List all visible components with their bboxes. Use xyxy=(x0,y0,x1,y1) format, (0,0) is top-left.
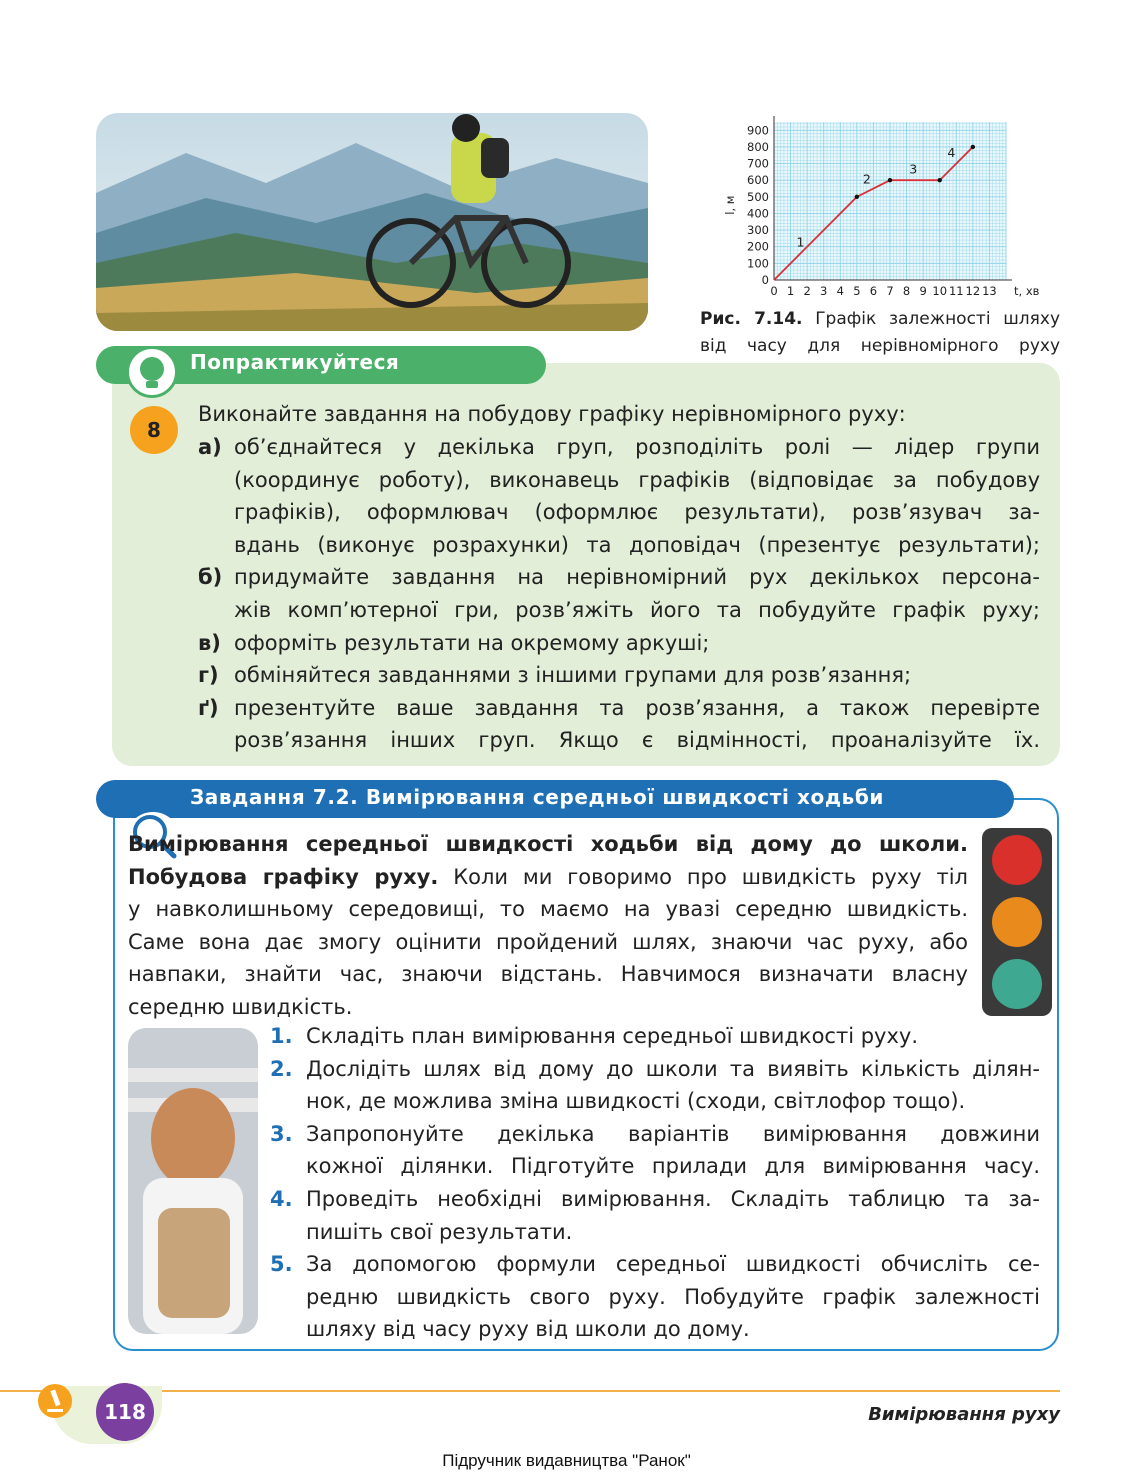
practice-item-line: придумайте завдання на нерівномірний рух декількох персона- xyxy=(234,565,1040,590)
intro-bold-line2: Побудова графіку руху. xyxy=(128,864,439,889)
figure-caption xyxy=(700,306,1060,360)
x-tick-label: 8 xyxy=(902,284,911,298)
intro-line2: Коли ми говоримо про швидкість руху тіл xyxy=(453,864,968,889)
schoolgirl-photo xyxy=(128,1028,258,1334)
step-line: редню швидкість свого руху. Побудуйте графік залежності xyxy=(306,1284,1040,1309)
x-tick-label: 11 xyxy=(948,284,964,298)
practice-item-line: (координує роботу), виконавець графіків (відповідає за побудову xyxy=(234,467,1040,492)
step-item xyxy=(268,1020,1040,1053)
practice-item xyxy=(198,692,1040,757)
x-tick-label: 12 xyxy=(965,284,981,298)
x-tick-label: 9 xyxy=(919,284,927,298)
task-7-2-intro xyxy=(128,828,968,1024)
practice-item-line: обміняйтеся завданнями з іншими групами для розв’язання; xyxy=(234,663,912,688)
x-tick-label: 0 xyxy=(770,284,778,298)
steps-list xyxy=(268,1020,1040,1346)
step-line: Проведіть необхідні вимірювання. Складіть таблицю та за- xyxy=(306,1186,1040,1211)
step-line: За допомогою формули середньої швидкості обчисліть се- xyxy=(306,1252,1040,1277)
step-number: 1. xyxy=(270,1024,293,1048)
step-line: нок, де можлива зміна швидкості (сходи, світлофор тощо). xyxy=(306,1089,966,1114)
segment-label: 1 xyxy=(796,234,805,250)
data-point xyxy=(938,178,942,182)
step-item xyxy=(268,1118,1040,1183)
practice-item-label: а) xyxy=(198,435,222,459)
practice-item-line: графіків), оформлювач (оформлює результати), розв’язувач за- xyxy=(234,500,1040,525)
y-tick-label: 500 xyxy=(747,189,769,204)
y-tick-label: 700 xyxy=(747,156,769,171)
y-axis-label: l, м xyxy=(723,195,737,215)
x-tick-label: 5 xyxy=(853,284,861,298)
practice-item xyxy=(198,627,1040,660)
step-line: пишіть свої результати. xyxy=(306,1219,573,1244)
x-tick-label: 13 xyxy=(982,284,997,298)
practice-item-line: презентуйте ваше завдання та розв’язання, а також перевірте xyxy=(234,695,1040,720)
practice-item-line: об’єднайтеся у декілька груп, розподіліть ролі — лідер групи xyxy=(234,435,1040,459)
practice-item xyxy=(198,431,1040,561)
data-point xyxy=(855,195,859,199)
intro-bold-line1: Вимірювання середньої швидкості ходьби від дому до школи. xyxy=(128,832,968,856)
chart-svg xyxy=(718,112,1063,307)
microscope-icon xyxy=(38,1384,72,1418)
step-number: 3. xyxy=(270,1121,293,1146)
distance-time-chart xyxy=(718,112,1063,307)
y-tick-label: 200 xyxy=(747,239,769,254)
step-line: Запропонуйте декілька варіантів вимірювання довжини xyxy=(306,1121,1040,1146)
practice-item-label: ґ) xyxy=(198,695,219,720)
step-number: 2. xyxy=(270,1056,293,1081)
x-tick-label: 7 xyxy=(886,284,894,298)
practice-item-label: г) xyxy=(198,663,219,688)
practice-item xyxy=(198,659,1040,692)
x-tick-label: 2 xyxy=(803,284,811,298)
practice-item-label: б) xyxy=(198,565,223,590)
data-point xyxy=(971,145,975,149)
y-tick-label: 900 xyxy=(747,123,769,138)
caption-bold: Рис. 7.14. xyxy=(700,309,803,329)
step-line: кожної ділянки. Підготуйте прилади для вимірювання часу. xyxy=(306,1154,1040,1179)
y-tick-label: 600 xyxy=(747,173,769,188)
practice-item-line: жів комп’ютерної гри, розв’яжіть його та побудуйте графік руху; xyxy=(234,597,1040,622)
step-item xyxy=(268,1183,1040,1248)
x-tick-label: 4 xyxy=(836,284,844,298)
practice-list xyxy=(198,431,1040,757)
practice-item-label: в) xyxy=(198,630,221,655)
practice-item-line: оформіть результати на окремому аркуші; xyxy=(234,630,710,655)
step-item xyxy=(268,1248,1040,1346)
x-tick-label: 6 xyxy=(869,284,878,298)
x-axis-label: t, хв xyxy=(1014,284,1040,298)
step-line: Складіть план вимірювання середньої швидкості руху. xyxy=(306,1024,918,1048)
y-tick-label: 300 xyxy=(747,223,769,238)
practice-title: Попрактикуйтеся xyxy=(190,350,400,374)
x-tick-label: 10 xyxy=(932,284,948,298)
intro-line4: Саме вона дає змогу оцінити пройдений шлях, знаючи час руху, або xyxy=(128,929,968,954)
caption-line1: Графік залежності шляху xyxy=(815,309,1060,329)
segment-label: 3 xyxy=(909,161,918,177)
chapter-title: Вимірювання руху xyxy=(868,1404,1060,1425)
intro-line3: у навколишньому середовищі, то маємо на увазі середню швидкість. xyxy=(128,897,968,922)
y-tick-label: 0 xyxy=(761,273,769,287)
step-line: Дослідіть шлях від дому до школи та виявіть кількість ділян- xyxy=(306,1056,1040,1081)
lightbulb-icon xyxy=(126,346,178,398)
segment-label: 4 xyxy=(947,144,956,160)
cyclist-photo xyxy=(96,113,648,331)
x-tick-label: 3 xyxy=(820,284,828,298)
x-tick-label: 1 xyxy=(786,284,795,298)
data-point xyxy=(888,178,892,182)
task-7-2-title: Завдання 7.2. Вимірювання середньої швидкості ходьби xyxy=(190,785,884,809)
segment-label: 2 xyxy=(862,171,871,187)
task-number-badge: 8 xyxy=(130,406,178,454)
y-tick-label: 400 xyxy=(747,206,769,221)
step-line: шляху від часу руху від школи до дому. xyxy=(306,1317,750,1342)
publisher-note: Підручник видавництва "Ранок" xyxy=(442,1451,691,1470)
practice-item-line: розв’язання інших груп. Якщо є відмінності, проаналізуйте їх. xyxy=(234,728,1040,753)
step-item xyxy=(268,1053,1040,1118)
practice-item-line: вдань (виконує розрахунки) та доповідач (презентує результати); xyxy=(234,532,1040,557)
step-number: 4. xyxy=(270,1186,293,1211)
practice-intro: Виконайте завдання на побудову графіку нерівномірного руху: xyxy=(198,402,906,426)
step-number: 5. xyxy=(270,1252,293,1277)
caption-line2: від часу для нерівномірного руху xyxy=(700,336,1060,356)
practice-item xyxy=(198,561,1040,626)
y-tick-label: 800 xyxy=(747,139,769,154)
intro-line6: середню швидкість. xyxy=(128,994,353,1019)
page-number: 118 xyxy=(96,1383,154,1441)
traffic-light-photo xyxy=(982,828,1052,1016)
intro-line5: навпаки, знайти час, знаючи відстань. Навчимося визначати власну xyxy=(128,962,968,987)
y-tick-label: 100 xyxy=(747,256,769,271)
